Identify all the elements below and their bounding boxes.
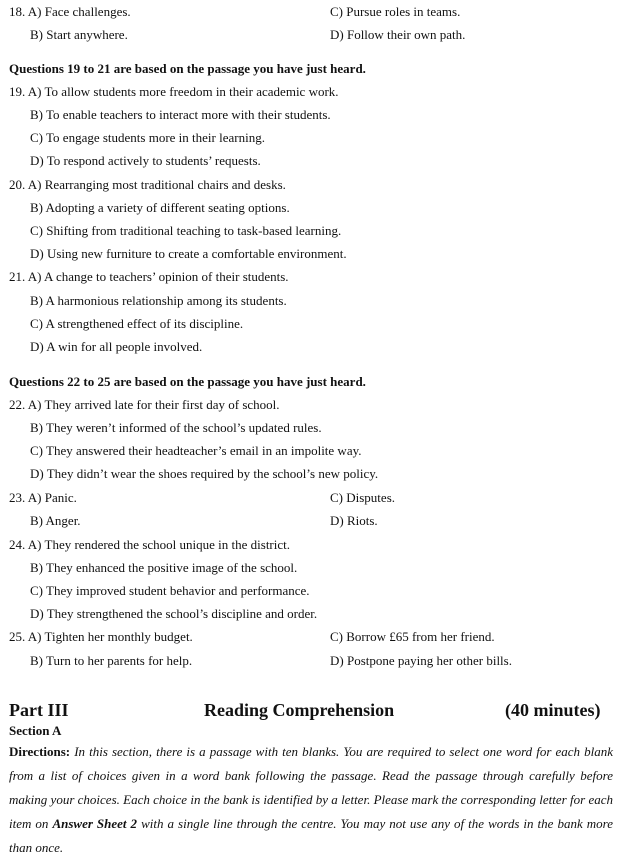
q23-option-a: 23. A) Panic.: [9, 490, 77, 505]
q25-option-c: C) Borrow £65 from her friend.: [330, 629, 495, 644]
q24-option-c: C) They improved student behavior and performance.: [30, 583, 310, 598]
q21-option-d: D) A win for all people involved.: [30, 339, 203, 354]
q20-option-c: C) Shifting from traditional teaching to task-based learning.: [30, 223, 342, 238]
q20-option-a: 20. A) Rearranging most traditional chairs and desks.: [9, 177, 286, 192]
directions-text-2: with a single line through the centre. You may not use any of the words in the bank more than once.: [9, 816, 613, 855]
section-label: Section A: [9, 723, 62, 738]
part-time: (40 minutes): [505, 700, 601, 720]
q24-option-b: B) They enhanced the positive image of the school.: [30, 560, 298, 575]
q22-option-b: B) They weren’t informed of the school’s updated rules.: [30, 420, 322, 435]
q19-option-b: B) To enable teachers to interact more with their students.: [30, 107, 331, 122]
q24-option-d: D) They strengthened the school’s discipline and order.: [30, 606, 318, 621]
q19-option-c: C) To engage students more in their learning.: [30, 130, 265, 145]
questions-19-21-heading: Questions 19 to 21 are based on the passage you have just heard.: [9, 61, 366, 76]
q18-option-d: D) Follow their own path.: [330, 27, 466, 42]
q19-option-a: 19. A) To allow students more freedom in their academic work.: [9, 84, 339, 99]
q21-option-a: 21. A) A change to teachers’ opinion of their students.: [9, 269, 289, 284]
q25-option-b: B) Turn to her parents for help.: [30, 653, 193, 668]
part-label: Part III: [9, 700, 69, 720]
q20-option-d: D) Using new furniture to create a comfortable environment.: [30, 246, 347, 261]
part-title: Reading Comprehension: [204, 700, 395, 720]
directions-paragraph: [9, 740, 613, 860]
q20-option-b: B) Adopting a variety of different seating options.: [30, 200, 290, 215]
q22-option-a: 22. A) They arrived late for their first day of school.: [9, 397, 280, 412]
directions-text-1: In this section, there is a passage with ten blanks. You are required to select one word for each blank from a list of choices given in a word bank following the passage. Read the passage through carefully before making your choices. Each choice in the bank is identified by a letter. Please mark the corresponding letter for each item on: [9, 744, 613, 831]
q22-option-c: C) They answered their headteacher’s email in an impolite way.: [30, 443, 362, 458]
q25-option-d: D) Postpone paying her other bills.: [330, 653, 512, 668]
questions-22-25-heading: Questions 22 to 25 are based on the passage you have just heard.: [9, 374, 366, 389]
q23-option-b: B) Anger.: [30, 513, 81, 528]
q18-option-b: B) Start anywhere.: [30, 27, 128, 42]
q25-option-a: 25. A) Tighten her monthly budget.: [9, 629, 193, 644]
q21-option-b: B) A harmonious relationship among its students.: [30, 293, 287, 308]
q21-option-c: C) A strengthened effect of its discipline.: [30, 316, 244, 331]
q23-option-c: C) Disputes.: [330, 490, 395, 505]
q19-option-d: D) To respond actively to students’ requests.: [30, 153, 261, 168]
q23-option-d: D) Riots.: [330, 513, 378, 528]
q24-option-a: 24. A) They rendered the school unique in the district.: [9, 537, 290, 552]
directions-label: Directions:: [9, 744, 71, 759]
answer-sheet-reference: Answer Sheet 2: [52, 816, 138, 831]
q22-option-d: D) They didn’t wear the shoes required by the school’s new policy.: [30, 466, 379, 481]
q18-option-c: C) Pursue roles in teams.: [330, 4, 461, 19]
q18-option-a: 18. A) Face challenges.: [9, 4, 131, 19]
